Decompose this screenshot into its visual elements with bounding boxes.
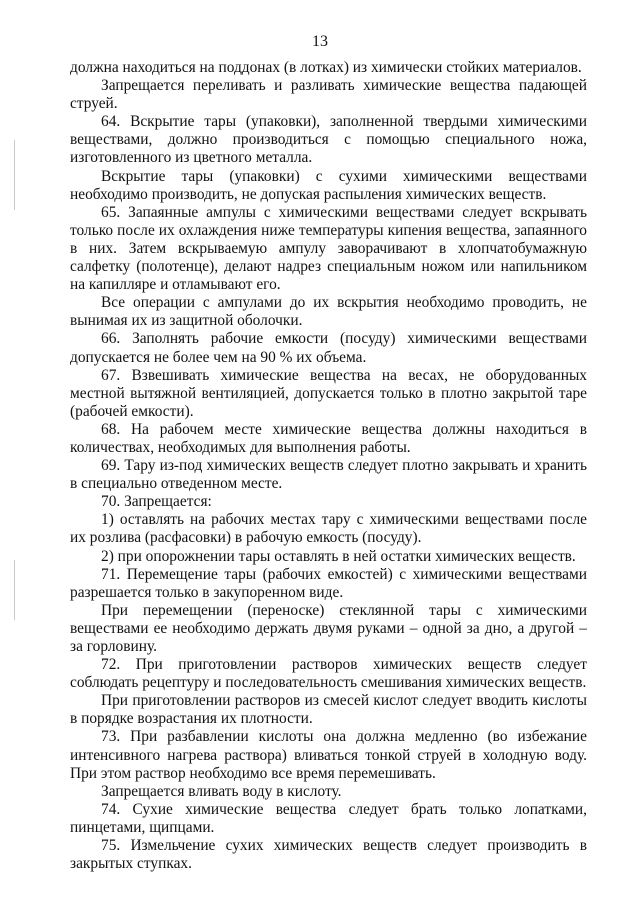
paragraph-64: 64. Вскрытие тары (упаковки), заполненной твердыми химическими веществами, должно производиться с помощью специального ножа, изготовленного из цветного металла. <box>70 113 587 167</box>
paragraph-69: 69. Тару из-под химических веществ следует плотно закрывать и хранить в специально отведенном месте. <box>70 457 587 493</box>
paragraph-70: 70. Запрещается: <box>101 493 212 511</box>
paragraph-67: 67. Взвешивать химические вещества на весах, не оборудованных местной вытяжной вентиляцией, допускается только в плотно закрытой таре (рабочей емкости). <box>70 366 587 420</box>
paragraph-70-item-1: 1) оставлять на рабочих местах тару с химическими веществами после их розлива (расфасовки) в рабочую емкость (посуду). <box>70 511 587 547</box>
paragraph-72: 72. При приготовлении растворов химических веществ следует соблюдать рецептуру и последовательность смешивания химических веществ. <box>70 656 587 692</box>
paragraph-75: 75. Измельчение сухих химических веществ следует производить в закрытых ступках. <box>70 837 587 873</box>
document-body <box>70 59 587 873</box>
paragraph-65: 65. Запаянные ампулы с химическими веществами следует вскрывать только после их охлаждения ниже температуры кипения вещества, запаянного в них. Затем вскрываемую ампулу заворачивают в хлопчатобумажную салфетку (полотенце), делают надрез специальным ножом или напильником на капилляре и отламывают его. <box>70 203 587 294</box>
paragraph-74: 74. Сухие химические вещества следует брать только лопатками, пинцетами, щипцами. <box>70 800 587 836</box>
margin-scan-mark <box>14 560 15 620</box>
paragraph-68: 68. На рабочем месте химические вещества должны находиться в количествах, необходимых для выполнения работы. <box>70 420 587 456</box>
paragraph-72-acids: При приготовлении растворов из смесей кислот следует вводить кислоты в порядке возрастания их плотности. <box>70 692 587 728</box>
paragraph-73-ban: Запрещается вливать воду в кислоту. <box>101 782 342 800</box>
paragraph-64-dry: Вскрытие тары (упаковки) с сухими химическими веществами необходимо производить, не допуская распыления химических веществ. <box>70 167 587 203</box>
paragraph-71-glass: При перемещении (переноске) стеклянной тары с химическими веществами ее необходимо держать двумя руками – одной за дно, а другой – за горловину. <box>70 601 587 655</box>
margin-scan-mark <box>14 140 15 210</box>
page-number: 13 <box>312 33 328 50</box>
paragraph-71: 71. Перемещение тары (рабочих емкостей) с химическими веществами разрешается только в закупоренном виде. <box>70 565 587 601</box>
paragraph-66: 66. Заполнять рабочие емкости (посуду) химическими веществами допускается не более чем на 90 % их объема. <box>70 330 587 366</box>
paragraph-65-ampoules: Все операции с ампулами до их вскрытия необходимо проводить, не вынимая их из защитной оболочки. <box>70 294 587 330</box>
paragraph-pouring-ban: Запрещается переливать и разливать химические вещества падающей струей. <box>70 77 587 113</box>
paragraph-70-item-2: 2) при опорожнении тары оставлять в ней остатки химических веществ. <box>101 547 576 565</box>
paragraph-continuation: должна находиться на поддонах (в лотках) из химически стойких материалов. <box>70 59 582 76</box>
paragraph-73: 73. При разбавлении кислоты она должна медленно (во избежание интенсивного нагрева раствора) вливаться тонкой струей в холодную воду. При этом раствор необходимо все время перемешивать. <box>70 728 587 782</box>
